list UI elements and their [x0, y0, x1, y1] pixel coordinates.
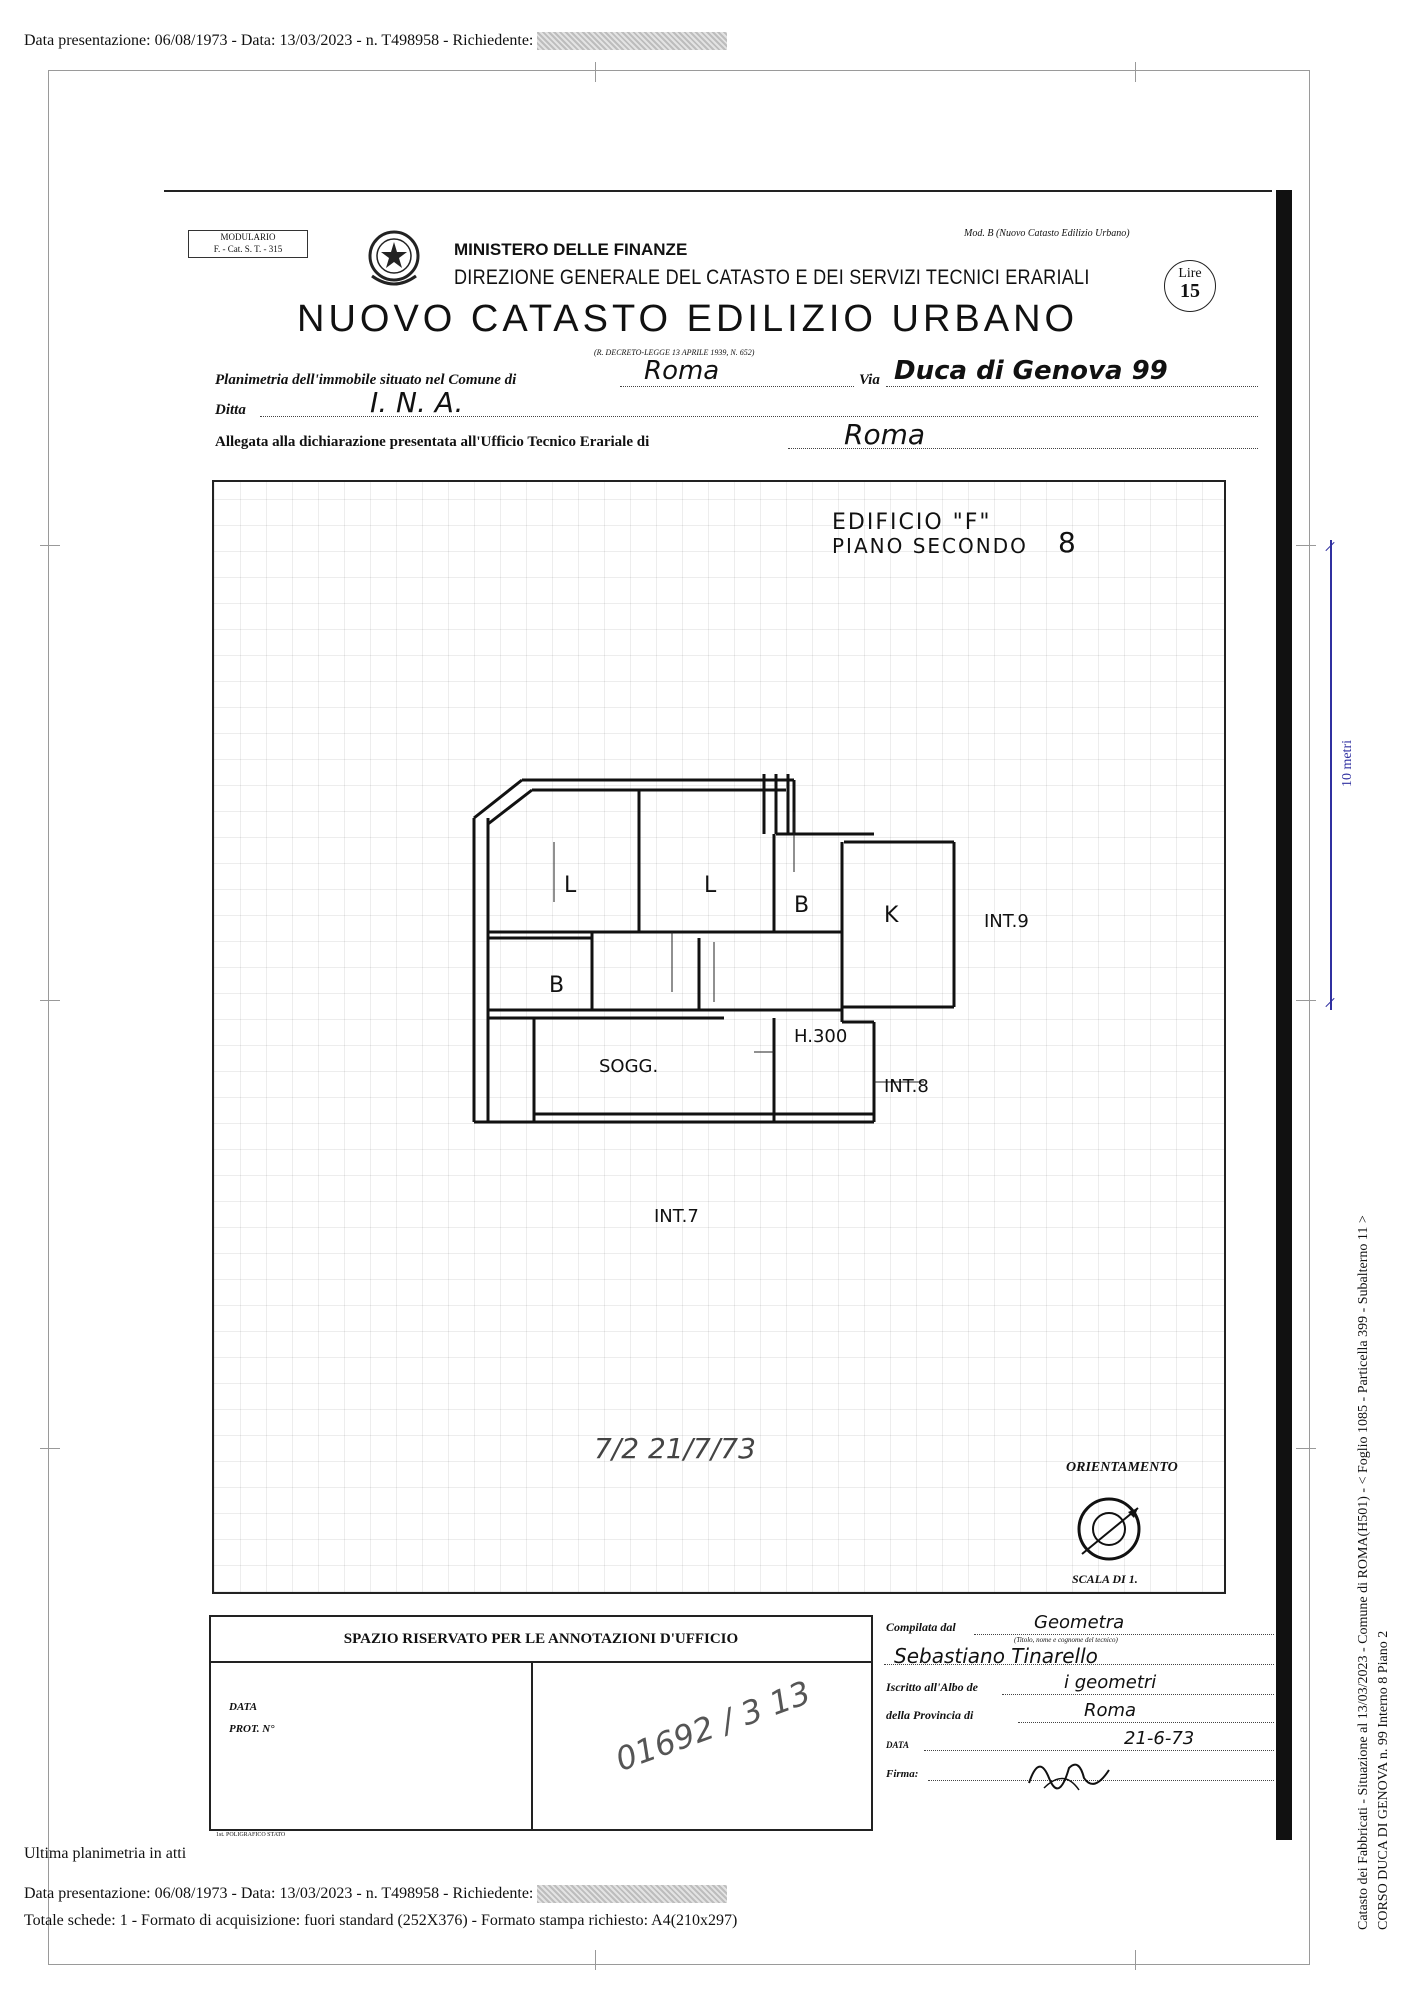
room-label: B — [549, 973, 565, 998]
room-label: K — [884, 903, 899, 928]
neighbor-label: INT.9 — [984, 911, 1029, 932]
ditta-label: Ditta — [215, 402, 246, 418]
scale-bar-label: 10 metri — [1340, 740, 1355, 788]
printer-stamp: 1st. POLIGRAFICO STATO — [216, 1832, 286, 1838]
planimetria-label: Planimetria dell'immobile situato nel Comune di — [215, 372, 517, 388]
allegata-label: Allegata alla dichiarazione presentata all'Ufficio Tecnico Erariale di — [215, 434, 650, 450]
redacted-requester — [537, 1885, 727, 1903]
room-label: L — [704, 873, 717, 898]
edificio-label: EDIFICIO "F" — [832, 510, 992, 535]
scanned-form — [164, 190, 1272, 1840]
scan-edge-bar — [1276, 190, 1292, 1840]
office-stamp-scribble: 01692 / 3 13 — [610, 1673, 816, 1779]
via-value: Duca di Genova 99 — [894, 356, 1168, 386]
floor-plan-area — [212, 480, 1226, 1594]
signature-icon — [1024, 1748, 1114, 1798]
footer-line2: Totale schede: 1 - Formato di acquisizione: fuori standard (252X376) - Formato stampa richiesto: A4(210x297) — [24, 1912, 738, 1929]
room-label: L — [564, 873, 577, 898]
floor-plan-drawing — [414, 752, 1029, 1232]
top-header — [24, 32, 727, 50]
allegata-value: Roma — [844, 418, 926, 451]
ultima-planimetria: Ultima planimetria in atti — [24, 1845, 187, 1862]
comune-value: Roma — [644, 356, 720, 386]
orientamento-label: ORIENTAMENTO — [1066, 1460, 1178, 1475]
neighbor-label: INT.8 — [884, 1076, 929, 1097]
scale-label: SCALA DI 1. — [1072, 1572, 1138, 1586]
scale-bar — [1330, 540, 1332, 1010]
side-text-catasto: Catasto dei Fabbricati - Situazione al 13/03/2023 - Comune di ROMA(H501) - < Foglio 1085 - Particella 399 - Subalterno 11 > — [1356, 1215, 1371, 1930]
ditta-value: I. N. A. — [370, 386, 464, 419]
via-label: Via — [859, 372, 880, 388]
compass-icon — [1074, 1494, 1144, 1564]
modulario-box: MODULARIO F. - Cat. S. T. - 315 — [188, 230, 308, 258]
room-label: B — [794, 893, 810, 918]
handwritten-note: 7/2 21/7/73 — [594, 1432, 756, 1465]
ministry-name: MINISTERO DELLE FINANZE — [454, 240, 688, 259]
side-text-address: CORSO DUCA DI GENOVA n. 99 Interno 8 Piano 2 — [1376, 1630, 1391, 1930]
height-label: H.300 — [794, 1026, 848, 1047]
room-label: SOGG. — [599, 1056, 659, 1077]
office-prot-label: PROT. N° — [229, 1723, 275, 1735]
office-box — [209, 1615, 873, 1831]
redacted-requester — [537, 32, 727, 50]
italy-emblem-icon — [364, 226, 424, 292]
office-title: SPAZIO RISERVATO PER LE ANNOTAZIONI D'UFFICIO — [211, 1617, 871, 1663]
piano-label: PIANO SECONDO — [832, 534, 1028, 558]
top-header-text: Data presentazione: 06/08/1973 - Data: 13/03/2023 - n. T498958 - Richiedente: — [24, 32, 534, 49]
decree-ref: (R. DECRETO-LEGGE 13 APRILE 1939, N. 652) — [594, 348, 755, 357]
form-title: NUOVO CATASTO EDILIZIO URBANO — [297, 298, 1079, 340]
footer-line1: Data presentazione: 06/08/1973 - Data: 13/03/2023 - n. T498958 - Richiedente: — [24, 1885, 727, 1903]
office-data-label: DATA — [229, 1701, 258, 1713]
direzione-name: DIREZIONE GENERALE DEL CATASTO E DEI SERVIZI TECNICI ERARIALI — [454, 266, 1090, 289]
mod-b-label: Mod. B (Nuovo Catasto Edilizio Urbano) — [964, 228, 1130, 239]
piano-number: 8 — [1058, 526, 1076, 559]
lire-stamp: Lire 15 — [1164, 260, 1216, 312]
compiler-block: Compilata dal Geometra (Titolo, nome e cognome del tecnico) Sebastiano Tinarello Iscritto all'Albo de i geometri della Provincia di Roma DATA 21-6-73 Firma: — [884, 1620, 1274, 1820]
neighbor-label: INT.7 — [654, 1206, 699, 1227]
